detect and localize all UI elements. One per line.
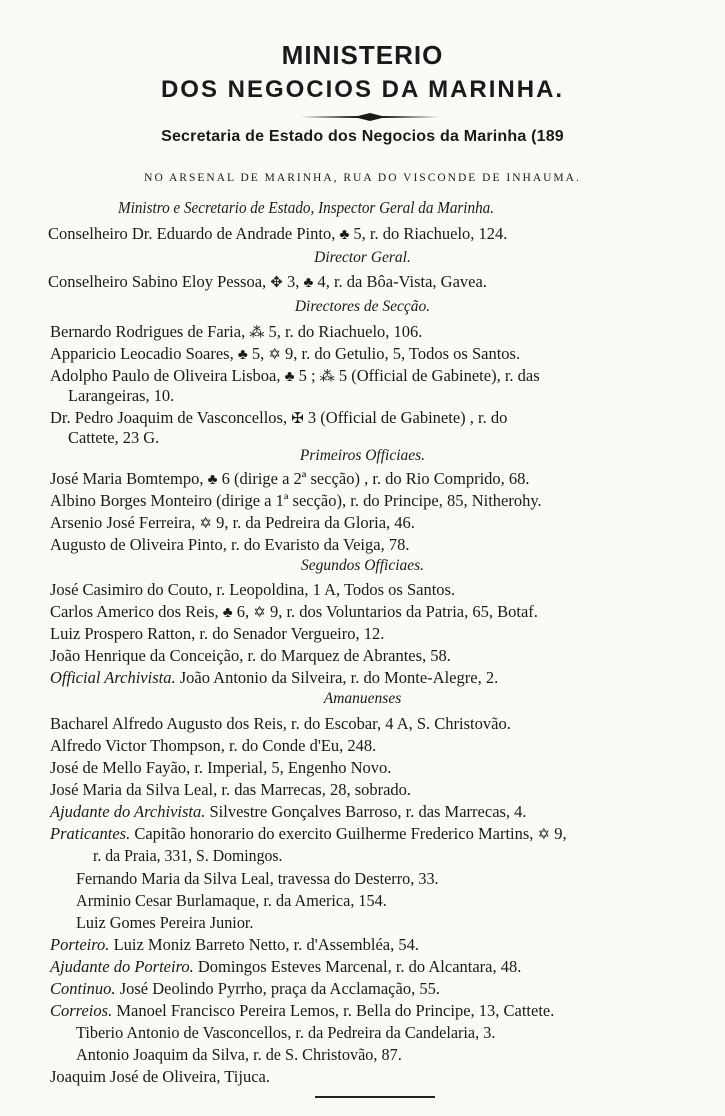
section-heading-amanuenses: Amanuenses: [323, 690, 402, 707]
section-heading-director-geral: Director Geral.: [314, 249, 411, 266]
secretaria-heading: Secretaria de Estado dos Negocios da Marinha (189: [161, 128, 564, 145]
primeiros-entry-4: Augusto de Oliveira Pinto, r. do Evaristo da Veiga, 78.: [50, 535, 410, 554]
section-heading-directores: Directores de Secção.: [294, 298, 431, 315]
order-rose-icon: ✡: [537, 827, 551, 843]
minister-role: Ministro e Secretario de Estado, Inspector Geral da Marinha.: [118, 198, 495, 217]
entry-role: Praticantes.: [50, 824, 131, 843]
amanuenses-entry-1: Bacharel Alfredo Augusto dos Reis, r. do Escobar, 4 A, S. Christovão.: [50, 714, 511, 733]
entry-address: 9, r. da Pedreira da Gloria, 46.: [211, 513, 415, 532]
page-subtitle: DOS NEGOCIOS DA MARINHA.: [160, 76, 565, 103]
amanuenses-entry-16: Antonio Joaquim da Silva, r. de S. Christovão, 87.: [76, 1045, 402, 1064]
entry-name: Capitão honorario do exercito Guilherme Frederico Martins,: [130, 824, 538, 843]
amanuenses-entry-2: Alfredo Victor Thompson, r. do Conde d'Eu, 248.: [50, 736, 377, 755]
order-insignia-icon: ♣: [237, 347, 248, 363]
segundos-entry-5: [50, 668, 700, 688]
segundos-entry-2: [50, 602, 700, 623]
amanuenses-entry-17: Joaquim José de Oliveira, Tijuca.: [50, 1067, 270, 1086]
primeiros-entry-1: [50, 469, 700, 490]
minister-entry: [48, 224, 698, 245]
order-insignia-icon: ♣: [303, 275, 314, 291]
entry-address: 9, r. do Getulio, 5, Todos os Santos.: [280, 344, 521, 363]
amanuenses-entry-10: Luiz Gomes Pereira Junior.: [76, 913, 254, 932]
entry-text: 9,: [550, 824, 567, 843]
entry-name: Apparicio Leocadio Soares,: [50, 344, 238, 363]
section-heading-primeiros: Primeiros Officiaes.: [299, 447, 426, 464]
amanuenses-entry-6-cont: r. da Praia, 331, S. Domingos.: [93, 846, 283, 865]
entry-text: 3,: [282, 272, 304, 291]
primeiros-entry-2: Albino Borges Monteiro (dirige a 1ª secção), r. do Principe, 85, Nitherohy.: [50, 491, 542, 510]
address-line: NO ARSENAL DE MARINHA, RUA DO VISCONDE DE INHAUMA.: [144, 172, 581, 184]
directores-entry-4-cont: Cattete, 23 G.: [68, 428, 160, 447]
amanuenses-entry-8: Fernando Maria da Silva Leal, travessa do Desterro, 33.: [76, 869, 439, 888]
entry-role: Official Archivista.: [50, 668, 176, 687]
entry-role: Porteiro.: [50, 935, 110, 954]
entry-address: 4, r. da Bôa-Vista, Gavea.: [313, 272, 487, 291]
amanuenses-entry-11: [50, 935, 700, 955]
entry-name: Bernardo Rodrigues de Faria,: [50, 322, 250, 341]
segundos-entry-1: José Casimiro do Couto, r. Leopoldina, 1 A, Todos os Santos.: [50, 580, 456, 599]
entry-address: 3 (Official de Gabinete) , r. do: [303, 408, 508, 427]
entry-address: 9, r. dos Voluntarios da Patria, 65, Botaf.: [265, 602, 538, 621]
ornament-rule-icon: [300, 113, 440, 121]
entry-address: 6 (dirige a 2ª secção) , r. do Rio Comprido, 68.: [217, 469, 530, 488]
segundos-entry-3: Luiz Prospero Ratton, r. do Senador Vergueiro, 12.: [50, 624, 385, 643]
directores-entry-2: [50, 344, 700, 365]
order-rose-icon: ✡: [268, 347, 281, 363]
page-title: MINISTERIO: [281, 40, 444, 70]
entry-name: João Antonio da Silveira, r. do Monte-Alegre, 2.: [175, 668, 499, 687]
closing-rule: [315, 1096, 435, 1098]
entry-address: 5 (Official de Gabinete), r. das: [334, 366, 540, 385]
entry-text: 6,: [232, 602, 254, 621]
order-insignia-icon: ♣: [339, 227, 350, 243]
entry-role: Ajudante do Porteiro.: [50, 957, 194, 976]
entry-name: Carlos Americo dos Reis,: [50, 602, 223, 621]
segundos-entry-4: João Henrique da Conceição, r. do Marquez de Abrantes, 58.: [50, 646, 451, 665]
director-geral-entry: [48, 272, 698, 293]
entry-name: José Maria Bomtempo,: [50, 469, 208, 488]
order-insignia-icon: ♣: [222, 605, 233, 621]
directores-entry-3: [50, 366, 700, 387]
order-insignia-icon: ♣: [207, 472, 218, 488]
entry-name: José Deolindo Pyrrho, praça da Acclamação, 55.: [115, 979, 440, 998]
section-heading-segundos: Segundos Officiaes.: [300, 557, 425, 574]
amanuenses-entry-6: [50, 824, 700, 845]
entry-text: 5,: [247, 344, 269, 363]
amanuenses-entry-4: José Maria da Silva Leal, r. das Marrecas, 28, sobrado.: [50, 780, 412, 799]
entry-name: Domingos Esteves Marcenal, r. do Alcantara, 48.: [193, 957, 522, 976]
amanuenses-entry-5: [50, 802, 700, 822]
order-cross-icon: ✥: [270, 275, 283, 291]
entry-name: Manoel Francisco Pereira Lemos, r. Bella do Principe, 13, Cattete.: [112, 1001, 555, 1020]
entry-name: Dr. Pedro Joaquim de Vasconcellos,: [50, 408, 292, 427]
entry-name: Arsenio José Ferreira,: [50, 513, 200, 532]
order-rose-icon: ✡: [253, 605, 266, 621]
order-star-icon: ⁂: [249, 325, 265, 341]
entry-role: Correios.: [50, 1001, 113, 1020]
entry-address: 5, r. do Riachuelo, 106.: [264, 322, 423, 341]
entry-address: 5, r. do Riachuelo, 124.: [349, 224, 508, 243]
directores-entry-4: [50, 408, 700, 429]
primeiros-entry-3: [50, 513, 700, 534]
amanuenses-entry-3: José de Mello Fayão, r. Imperial, 5, Engenho Novo.: [50, 758, 392, 777]
amanuenses-entry-14: [50, 1001, 700, 1021]
entry-name: Conselheiro Dr. Eduardo de Andrade Pinto,: [48, 224, 340, 243]
entry-name: Adolpho Paulo de Oliveira Lisboa,: [50, 366, 285, 385]
entry-name: Silvestre Gonçalves Barroso, r. das Marrecas, 4.: [205, 802, 527, 821]
amanuenses-entry-15: Tiberio Antonio de Vasconcellos, r. da Pedreira da Candelaria, 3.: [76, 1023, 496, 1042]
entry-name: Conselheiro Sabino Eloy Pessoa,: [48, 272, 271, 291]
entry-name: Luiz Moniz Barreto Netto, r. d'Assembléa, 54.: [109, 935, 419, 954]
order-insignia-icon: ♣: [284, 369, 295, 385]
order-star-icon: ⁂: [319, 369, 335, 385]
order-rose-icon: ✡: [199, 516, 212, 532]
entry-role: Continuo.: [50, 979, 116, 998]
entry-text: 5 ;: [294, 366, 320, 385]
amanuenses-entry-13: [50, 979, 700, 999]
amanuenses-entry-9: Arminio Cesar Burlamaque, r. da America, 154.: [76, 891, 387, 910]
directores-entry-1: [50, 322, 700, 343]
directores-entry-3-cont: Larangeiras, 10.: [68, 386, 175, 405]
entry-role: Ajudante do Archivista.: [50, 802, 206, 821]
amanuenses-entry-12: [50, 957, 700, 977]
order-cross-icon: ✠: [291, 411, 304, 427]
